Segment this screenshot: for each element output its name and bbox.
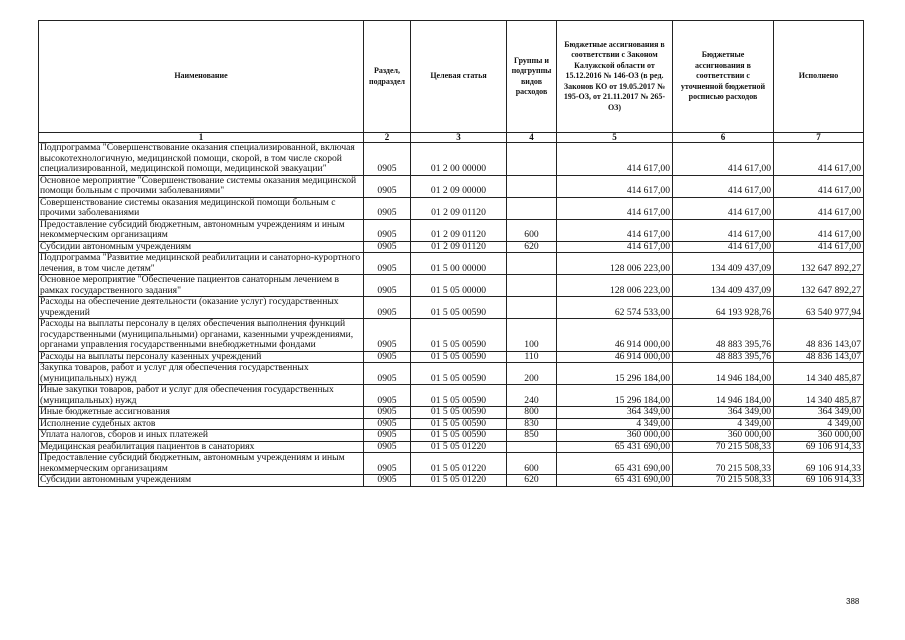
- cell-refined: 414 617,00: [673, 219, 774, 241]
- cell-section: 0905: [364, 351, 411, 363]
- cell-section: 0905: [364, 219, 411, 241]
- cell-refined: 414 617,00: [673, 143, 774, 176]
- cell-refined: 70 215 508,33: [673, 475, 774, 487]
- cell-refined: 414 617,00: [673, 175, 774, 197]
- cell-exec: 414 617,00: [774, 143, 864, 176]
- cell-exec: 4 349,00: [774, 418, 864, 430]
- cell-name: Субсидии автономным учреждениям: [39, 475, 364, 487]
- cell-section: 0905: [364, 418, 411, 430]
- cell-exec: 14 340 485,87: [774, 363, 864, 385]
- cell-group: [507, 143, 557, 176]
- cell-law: 65 431 690,00: [557, 441, 673, 453]
- header-exec: Исполнено: [774, 21, 864, 133]
- cell-group: [507, 197, 557, 219]
- table-header: [39, 21, 864, 143]
- cell-section: 0905: [364, 441, 411, 453]
- table-body: [39, 143, 864, 487]
- cell-name: Субсидии автономным учреждениям: [39, 241, 364, 253]
- cell-refined: 14 946 184,00: [673, 363, 774, 385]
- table-row: [39, 219, 864, 241]
- budget-table: [38, 20, 864, 487]
- table-row: [39, 441, 864, 453]
- cell-section: 0905: [364, 319, 411, 352]
- cell-exec: 364 349,00: [774, 407, 864, 419]
- cell-law: 414 617,00: [557, 197, 673, 219]
- cell-section: 0905: [364, 175, 411, 197]
- cell-group: 600: [507, 219, 557, 241]
- table-row: [39, 430, 864, 442]
- cell-refined: 48 883 395,76: [673, 319, 774, 352]
- cell-name: Подпрограмма "Развитие медицинской реабилитации и санаторно-курортного лечения, в том числе детям": [39, 253, 364, 275]
- table-row: [39, 319, 864, 352]
- cell-refined: 48 883 395,76: [673, 351, 774, 363]
- page-number: 388: [846, 597, 860, 606]
- cell-group: 100: [507, 319, 557, 352]
- cell-refined: 4 349,00: [673, 418, 774, 430]
- cell-name: Иные закупки товаров, работ и услуг для обеспечения государственных (муниципальных) нужд: [39, 385, 364, 407]
- cell-refined: 364 349,00: [673, 407, 774, 419]
- cell-name: Расходы на выплаты персоналу казенных учреждений: [39, 351, 364, 363]
- cell-name: Уплата налогов, сборов и иных платежей: [39, 430, 364, 442]
- cell-group: 850: [507, 430, 557, 442]
- col-number: 4: [507, 133, 557, 143]
- cell-exec: 48 836 143,07: [774, 319, 864, 352]
- cell-target: 01 5 05 00000: [411, 275, 507, 297]
- col-number: 7: [774, 133, 864, 143]
- table-row: [39, 418, 864, 430]
- header-section: Раздел, подраздел: [364, 21, 411, 133]
- cell-section: 0905: [364, 385, 411, 407]
- cell-target: 01 5 05 00590: [411, 297, 507, 319]
- cell-section: 0905: [364, 453, 411, 475]
- table-row: [39, 143, 864, 176]
- cell-section: 0905: [364, 430, 411, 442]
- cell-name: Основное мероприятие "Совершенствование системы оказания медицинской помощи больным с прочими заболеваниями": [39, 175, 364, 197]
- table-row: [39, 175, 864, 197]
- cell-law: 414 617,00: [557, 143, 673, 176]
- cell-target: 01 5 05 00590: [411, 430, 507, 442]
- cell-section: 0905: [364, 143, 411, 176]
- cell-target: 01 5 05 00590: [411, 385, 507, 407]
- cell-group: [507, 175, 557, 197]
- cell-name: Расходы на обеспечение деятельности (оказание услуг) государственных учреждений: [39, 297, 364, 319]
- cell-law: 46 914 000,00: [557, 319, 673, 352]
- cell-name: Подпрограмма "Совершенствование оказания специализированной, включая высокотехнологичную, медицинской помощи, скорой, в том числе скорой специализированной, медицинской помощи, медицинской эвакуации": [39, 143, 364, 176]
- cell-law: 4 349,00: [557, 418, 673, 430]
- cell-law: 128 006 223,00: [557, 253, 673, 275]
- cell-section: 0905: [364, 475, 411, 487]
- cell-group: 830: [507, 418, 557, 430]
- cell-exec: 69 106 914,33: [774, 453, 864, 475]
- col-number: 1: [39, 133, 364, 143]
- cell-exec: 69 106 914,33: [774, 475, 864, 487]
- col-number: 5: [557, 133, 673, 143]
- table-row: [39, 197, 864, 219]
- cell-law: 364 349,00: [557, 407, 673, 419]
- cell-target: 01 2 09 01120: [411, 219, 507, 241]
- cell-name: Основное мероприятие "Обеспечение пациентов санаторным лечением в рамках государственного задания": [39, 275, 364, 297]
- cell-exec: 63 540 977,94: [774, 297, 864, 319]
- table-row: [39, 351, 864, 363]
- cell-name: Расходы на выплаты персоналу в целях обеспечения выполнения функций государственными (муниципальными) органами, казенными учреждениями, органами управления государственными внебюджетными фондами: [39, 319, 364, 352]
- cell-group: [507, 441, 557, 453]
- cell-refined: 134 409 437,09: [673, 253, 774, 275]
- cell-target: 01 2 09 01120: [411, 197, 507, 219]
- cell-law: 65 431 690,00: [557, 475, 673, 487]
- cell-refined: 134 409 437,09: [673, 275, 774, 297]
- cell-refined: 70 215 508,33: [673, 441, 774, 453]
- cell-group: [507, 297, 557, 319]
- cell-target: 01 5 05 01220: [411, 453, 507, 475]
- cell-group: 200: [507, 363, 557, 385]
- header-group: Группы и подгруппы видов расходов: [507, 21, 557, 133]
- cell-group: 110: [507, 351, 557, 363]
- cell-name: Иные бюджетные ассигнования: [39, 407, 364, 419]
- header-refined: Бюджетные ассигнования в соответствии с уточненной бюджетной росписью расходов: [673, 21, 774, 133]
- cell-refined: 14 946 184,00: [673, 385, 774, 407]
- cell-section: 0905: [364, 275, 411, 297]
- cell-target: 01 2 00 00000: [411, 143, 507, 176]
- cell-group: 620: [507, 475, 557, 487]
- cell-law: 65 431 690,00: [557, 453, 673, 475]
- col-number: 3: [411, 133, 507, 143]
- cell-section: 0905: [364, 253, 411, 275]
- cell-refined: 64 193 928,76: [673, 297, 774, 319]
- cell-name: Закупка товаров, работ и услуг для обеспечения государственных (муниципальных) нужд: [39, 363, 364, 385]
- cell-target: 01 5 05 01220: [411, 475, 507, 487]
- cell-exec: 69 106 914,33: [774, 441, 864, 453]
- cell-exec: 414 617,00: [774, 175, 864, 197]
- cell-refined: 360 000,00: [673, 430, 774, 442]
- cell-section: 0905: [364, 297, 411, 319]
- table-row: [39, 407, 864, 419]
- cell-target: 01 5 05 00590: [411, 351, 507, 363]
- cell-law: 62 574 533,00: [557, 297, 673, 319]
- cell-group: 800: [507, 407, 557, 419]
- cell-law: 414 617,00: [557, 219, 673, 241]
- col-number: 2: [364, 133, 411, 143]
- cell-name: Исполнение судебных актов: [39, 418, 364, 430]
- cell-target: 01 5 05 01220: [411, 441, 507, 453]
- budget-document: [38, 20, 863, 487]
- cell-exec: 414 617,00: [774, 197, 864, 219]
- cell-law: 15 296 184,00: [557, 363, 673, 385]
- cell-group: 600: [507, 453, 557, 475]
- header-row: [39, 21, 864, 133]
- cell-exec: 414 617,00: [774, 241, 864, 253]
- cell-target: 01 5 00 00000: [411, 253, 507, 275]
- cell-refined: 70 215 508,33: [673, 453, 774, 475]
- cell-name: Совершенствование системы оказания медицинской помощи больным с прочими заболеваниями: [39, 197, 364, 219]
- cell-section: 0905: [364, 197, 411, 219]
- cell-group: 620: [507, 241, 557, 253]
- column-number-row: [39, 133, 864, 143]
- table-row: [39, 241, 864, 253]
- table-row: [39, 297, 864, 319]
- cell-exec: 414 617,00: [774, 219, 864, 241]
- cell-exec: 132 647 892,27: [774, 253, 864, 275]
- cell-section: 0905: [364, 363, 411, 385]
- cell-group: [507, 275, 557, 297]
- header-target: Целевая статья: [411, 21, 507, 133]
- cell-law: 360 000,00: [557, 430, 673, 442]
- table-row: [39, 275, 864, 297]
- table-row: [39, 385, 864, 407]
- table-row: [39, 453, 864, 475]
- cell-target: 01 5 05 00590: [411, 363, 507, 385]
- cell-refined: 414 617,00: [673, 241, 774, 253]
- cell-target: 01 5 05 00590: [411, 407, 507, 419]
- cell-target: 01 2 09 00000: [411, 175, 507, 197]
- table-row: [39, 253, 864, 275]
- cell-target: 01 5 05 00590: [411, 319, 507, 352]
- col-number: 6: [673, 133, 774, 143]
- cell-exec: 14 340 485,87: [774, 385, 864, 407]
- cell-name: Медицинская реабилитация пациентов в санаториях: [39, 441, 364, 453]
- cell-law: 414 617,00: [557, 241, 673, 253]
- cell-group: [507, 253, 557, 275]
- cell-group: 240: [507, 385, 557, 407]
- cell-target: 01 2 09 01120: [411, 241, 507, 253]
- cell-exec: 360 000,00: [774, 430, 864, 442]
- cell-name: Предоставление субсидий бюджетным, автономным учреждениям и иным некоммерческим организациям: [39, 453, 364, 475]
- cell-law: 128 006 223,00: [557, 275, 673, 297]
- cell-law: 414 617,00: [557, 175, 673, 197]
- cell-exec: 48 836 143,07: [774, 351, 864, 363]
- cell-law: 15 296 184,00: [557, 385, 673, 407]
- cell-exec: 132 647 892,27: [774, 275, 864, 297]
- cell-refined: 414 617,00: [673, 197, 774, 219]
- header-law: Бюджетные ассигнования в соответствии с Законом Калужской области от 15.12.2016 № 146-ОЗ (в ред. Законов КО от 19.05.2017 № 195-ОЗ, от 21.11.2017 № 265-ОЗ): [557, 21, 673, 133]
- cell-name: Предоставление субсидий бюджетным, автономным учреждениям и иным некоммерческим организациям: [39, 219, 364, 241]
- table-row: [39, 475, 864, 487]
- header-name: Наименование: [39, 21, 364, 133]
- cell-section: 0905: [364, 241, 411, 253]
- cell-law: 46 914 000,00: [557, 351, 673, 363]
- table-row: [39, 363, 864, 385]
- cell-target: 01 5 05 00590: [411, 418, 507, 430]
- cell-section: 0905: [364, 407, 411, 419]
